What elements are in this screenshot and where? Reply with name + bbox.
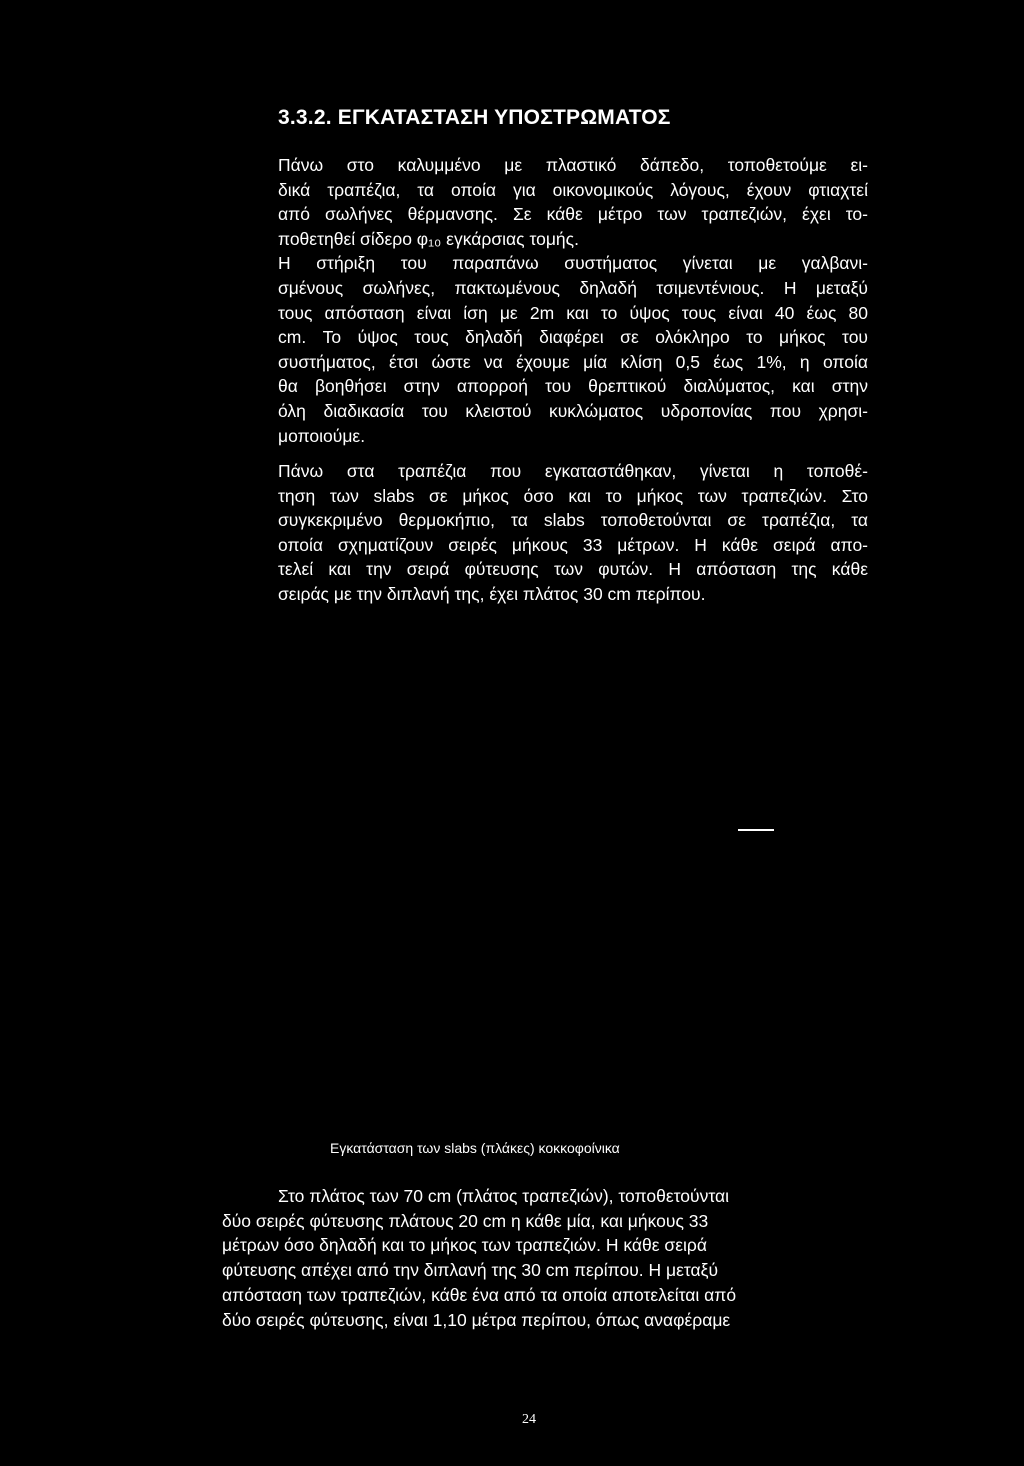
text-line: τελεί και την σειρά φύτευσης των φυτών. Η απόσταση της κάθε: [278, 559, 868, 580]
page-number: 24: [522, 1412, 536, 1427]
text-line: Πάνω στο καλυμμένο με πλαστικό δάπεδο, τοποθετούμε ει-: [278, 155, 868, 175]
text-line: ποθετηθεί σίδερο φ₁₀ εγκάρσιας τομής.: [278, 228, 579, 249]
text-line: σειράς με την διπλανή της, έχει πλάτος 30 cm περίπου.: [278, 583, 706, 604]
text-line: όλη διαδικασία του κλειστού κυκλώματος υδροπονίας που χρησι-: [278, 400, 868, 421]
figure-artifact-dash: [738, 829, 774, 831]
text-line: cm. Το ύψος τους δηλαδή διαφέρει σε ολόκληρο το μήκος του: [278, 327, 868, 348]
text-line: δικά τραπέζια, τα οποία για οικονομικούς λόγους, έχουν φτιαχτεί: [278, 179, 868, 200]
text-line: Πάνω στα τραπέζια που εγκαταστάθηκαν, γίνεται η τοποθέ-: [278, 461, 868, 481]
figure-caption: Εγκατάσταση των slabs (πλάκες) κοκκοφοίνικα: [330, 1140, 620, 1156]
paragraph-slabs-placement: [278, 459, 868, 607]
text-line: Η στήριξη του παραπάνω συστήματος γίνεται με γαλβανι-: [278, 253, 868, 274]
text-line: τους απόσταση είναι ίση με 2m και το ύψος τους είναι 40 έως 80: [278, 302, 868, 323]
text-line: δύο σειρές φύτευσης, είναι 1,10 μέτρα περίπου, όπως αναφέραμε: [222, 1309, 731, 1330]
text-line: σμένους σωλήνες, πακτωμένους δηλαδή τσιμεντένιους. Η μεταξύ: [278, 277, 868, 298]
text-line: θα βοηθήσει στην απορροή του θρεπτικού διαλύματος, και στην: [278, 376, 868, 397]
section-heading: 3.3.2. ΕΓΚΑΤΑΣΤΑΣΗ ΥΠΟΣΤΡΩΜΑΤΟΣ: [278, 106, 671, 129]
text-line: Στο πλάτος των 70 cm (πλάτος τραπεζιών), τοποθετούνται: [278, 1186, 730, 1206]
text-line: δύο σειρές φύτευσης πλάτους 20 cm η κάθε μία, και μήκους 33: [222, 1210, 709, 1231]
text-line: φύτευσης απέχει από την διπλανή της 30 cm περίπου. Η μεταξύ: [222, 1260, 719, 1281]
text-line: συγκεκριμένο θερμοκήπιο, τα slabs τοποθετούνται σε τραπέζια, τα: [278, 510, 868, 531]
text-line: απόσταση των τραπεζιών, κάθε ένα από τα οποία αποτελείται από: [222, 1284, 737, 1305]
text-line: μοποιούμε.: [278, 425, 366, 446]
text-line: συστήματος, έτσι ώστε να έχουμε μία κλίση 0,5 έως 1%, η οποία: [278, 351, 868, 372]
text-line: από σωλήνες θέρμανσης. Σε κάθε μέτρο των τραπεζιών, έχει το-: [278, 204, 868, 225]
text-line: οποία σχηματίζουν σειρές μήκους 33 μέτρων. Η κάθε σειρά απο-: [278, 534, 868, 555]
text-line: μέτρων όσο δηλαδή και το μήκος των τραπεζιών. Η κάθε σειρά: [222, 1235, 707, 1256]
paragraph-tables-support: [278, 153, 868, 448]
paragraph-planting-rows: [222, 1184, 841, 1332]
text-line: τηση των slabs σε μήκος όσο και το μήκος των τραπεζιών. Στο: [278, 485, 868, 506]
